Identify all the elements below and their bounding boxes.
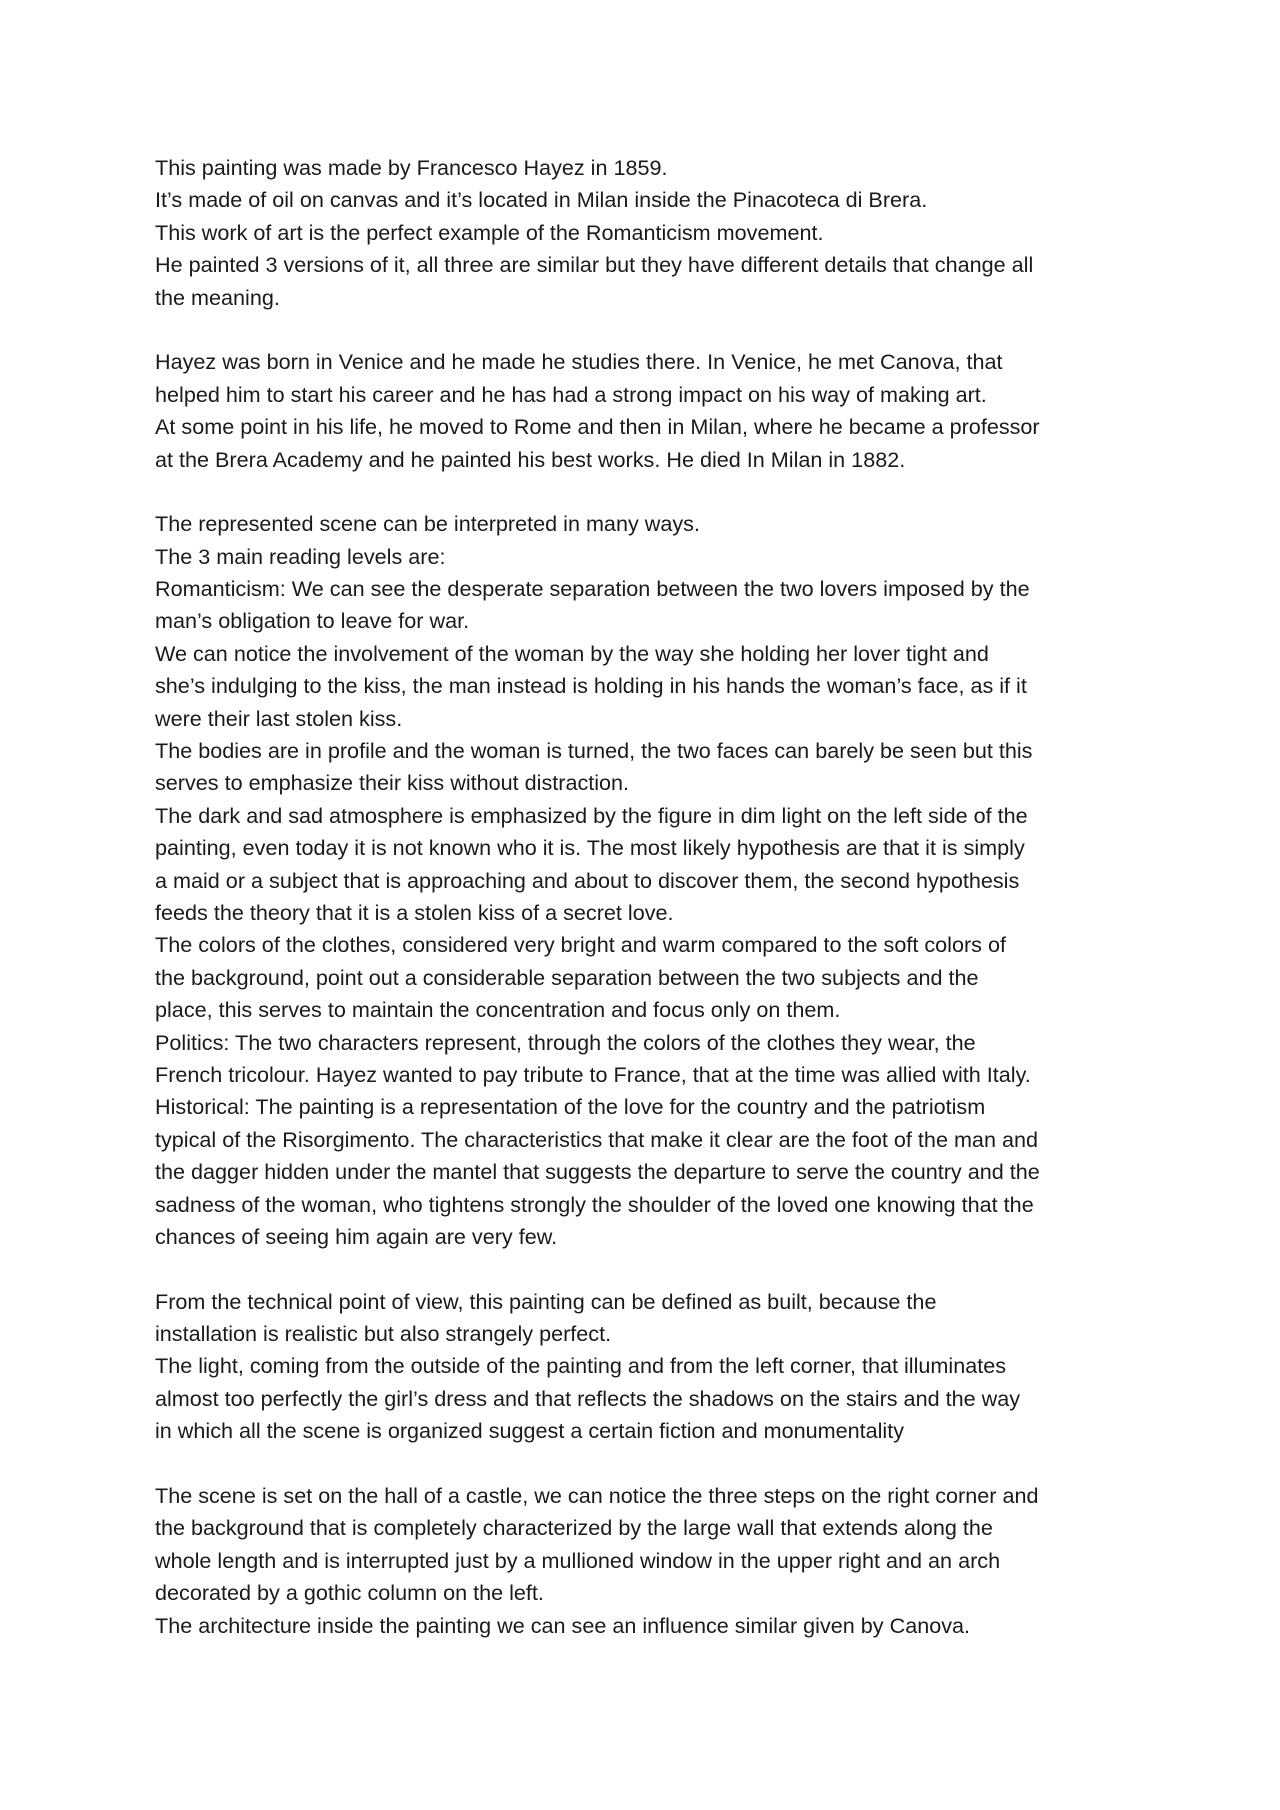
text-line: the meaning. — [155, 284, 280, 310]
paragraph — [155, 508, 1145, 1253]
text-line: This work of art is the perfect example of the Romanticism movement. — [155, 219, 824, 245]
text-line: Historical: The painting is a representation of the love for the country and the patriotism — [155, 1094, 986, 1120]
text-line: The architecture inside the painting we can see an influence similar given by Canova. — [155, 1612, 971, 1638]
text-line: man’s obligation to leave for war. — [155, 608, 470, 634]
text-line: feeds the theory that it is a stolen kiss of a secret love. — [155, 899, 674, 925]
text-line: decorated by a gothic column on the left. — [155, 1580, 544, 1606]
paragraph — [155, 152, 1145, 314]
text-line: at the Brera Academy and he painted his best works. He died In Milan in 1882. — [155, 446, 906, 472]
text-line: serves to emphasize their kiss without distraction. — [155, 770, 630, 796]
text-line: The scene is set on the hall of a castle, we can notice the three steps on the right corner and — [155, 1483, 1039, 1509]
text-line: the dagger hidden under the mantel that suggests the departure to serve the country and the — [155, 1159, 1040, 1185]
text-line: Romanticism: We can see the desperate separation between the two lovers imposed by the — [155, 576, 1030, 602]
text-line: We can notice the involvement of the woman by the way she holding her lover tight and — [155, 640, 989, 666]
text-line: were their last stolen kiss. — [155, 705, 403, 731]
paragraph-gap — [155, 1448, 1145, 1480]
text-line: Politics: The two characters represent, through the colors of the clothes they wear, the — [155, 1029, 976, 1055]
paragraph-gap — [155, 476, 1145, 508]
paragraph — [155, 1286, 1145, 1448]
text-line: helped him to start his career and he has had a strong impact on his way of making art. — [155, 381, 987, 407]
paragraph-gap — [155, 1253, 1145, 1285]
text-line: the background that is completely characterized by the large wall that extends along the — [155, 1515, 993, 1541]
text-line: almost too perfectly the girl’s dress and that reflects the shadows on the stairs and the way — [155, 1385, 1021, 1411]
paragraph — [155, 1480, 1145, 1642]
text-line: The dark and sad atmosphere is emphasized by the figure in dim light on the left side of the — [155, 802, 1028, 828]
text-line: From the technical point of view, this painting can be defined as built, because the — [155, 1288, 937, 1314]
text-line: a maid or a subject that is approaching and about to discover them, the second hypothesis — [155, 867, 1020, 893]
paragraph-gap — [155, 314, 1145, 346]
text-line: chances of seeing him again are very few. — [155, 1223, 558, 1249]
text-line: place, this serves to maintain the concentration and focus only on them. — [155, 997, 841, 1023]
text-line: whole length and is interrupted just by a mullioned window in the upper right and an arch — [155, 1547, 1001, 1573]
text-line: The bodies are in profile and the woman is turned, the two faces can barely be seen but this — [155, 738, 1033, 764]
text-line: At some point in his life, he moved to Rome and then in Milan, where he became a professor — [155, 414, 1040, 440]
paragraph — [155, 346, 1145, 476]
text-line: Hayez was born in Venice and he made he studies there. In Venice, he met Canova, that — [155, 349, 1003, 375]
text-line: It’s made of oil on canvas and it’s located in Milan inside the Pinacoteca di Brera. — [155, 187, 928, 213]
text-line: installation is realistic but also strangely perfect. — [155, 1321, 612, 1347]
text-line: French tricolour. Hayez wanted to pay tribute to France, that at the time was allied with Italy. — [155, 1061, 1031, 1087]
text-line: typical of the Risorgimento. The characteristics that make it clear are the foot of the man and — [155, 1126, 1038, 1152]
text-line: sadness of the woman, who tightens strongly the shoulder of the loved one knowing that the — [155, 1191, 1034, 1217]
text-line: The colors of the clothes, considered very bright and warm compared to the soft colors of — [155, 932, 1006, 958]
text-line: the background, point out a considerable separation between the two subjects and the — [155, 964, 979, 990]
text-line: This painting was made by Francesco Hayez in 1859. — [155, 155, 668, 180]
text-line: The light, coming from the outside of the painting and from the left corner, that illuminates — [155, 1353, 1007, 1379]
text-line: she’s indulging to the kiss, the man instead is holding in his hands the woman’s face, as if it — [155, 673, 1027, 699]
text-line: The represented scene can be interpreted in many ways. — [155, 511, 700, 537]
text-line: The 3 main reading levels are: — [155, 543, 446, 569]
document-page — [155, 152, 1145, 1642]
text-line: painting, even today it is not known who it is. The most likely hypothesis are that it is simply — [155, 835, 1025, 861]
text-line: in which all the scene is organized suggest a certain fiction and monumentality — [155, 1418, 905, 1444]
text-line: He painted 3 versions of it, all three are similar but they have different details that change all — [155, 252, 1034, 278]
